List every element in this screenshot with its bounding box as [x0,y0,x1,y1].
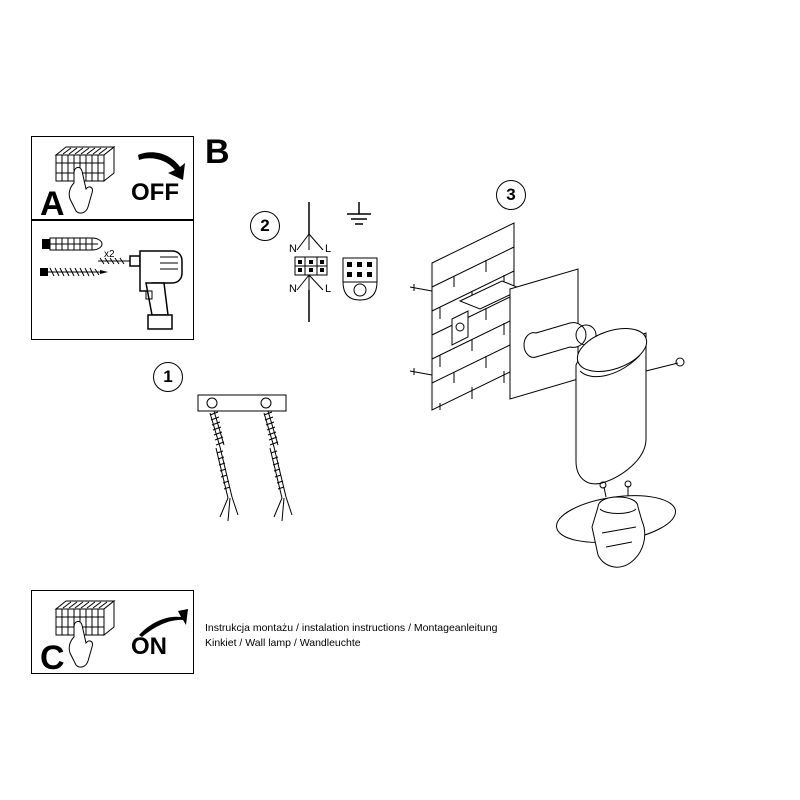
step-2-number: 2 [250,211,280,241]
terminal-block-hand-icon [46,143,132,217]
curved-arrow-down-icon [136,151,188,185]
svg-text:L: L [325,243,332,255]
panel-tools [31,220,194,340]
curved-arrow-up-icon [136,605,188,639]
panel-a [31,136,194,223]
footer-text [205,621,497,651]
gu10-bulb-icon [554,481,679,567]
tools-quantity-label: x2 [104,249,115,260]
panel-c-label: C [40,639,66,677]
section-label-b: B [205,133,231,171]
step-1-number: 1 [153,362,183,392]
mounting-plate-screws-icon [190,385,350,565]
footer-line-1: Instrukcja montażu / instalation instructions / Montageanleitung [205,622,498,634]
earth-ground-icon [347,202,371,224]
wall-mounted-spotlight-icon [410,215,710,615]
panel-c-state-label: ON [131,633,167,660]
svg-text:N: N [289,243,297,255]
svg-text:N: N [289,283,297,295]
svg-text:L: L [325,283,332,295]
panel-a-label: A [40,185,66,223]
terminal-block-hand-icon [46,597,132,671]
footer-line-2: Kinkiet / Wall lamp / Wandleuchte [205,637,361,650]
panel-c [31,590,194,677]
wiring-terminal-icon [283,200,393,325]
step-3-number: 3 [496,180,526,210]
drill-icon [94,233,190,333]
panel-a-state-label: OFF [131,179,179,206]
